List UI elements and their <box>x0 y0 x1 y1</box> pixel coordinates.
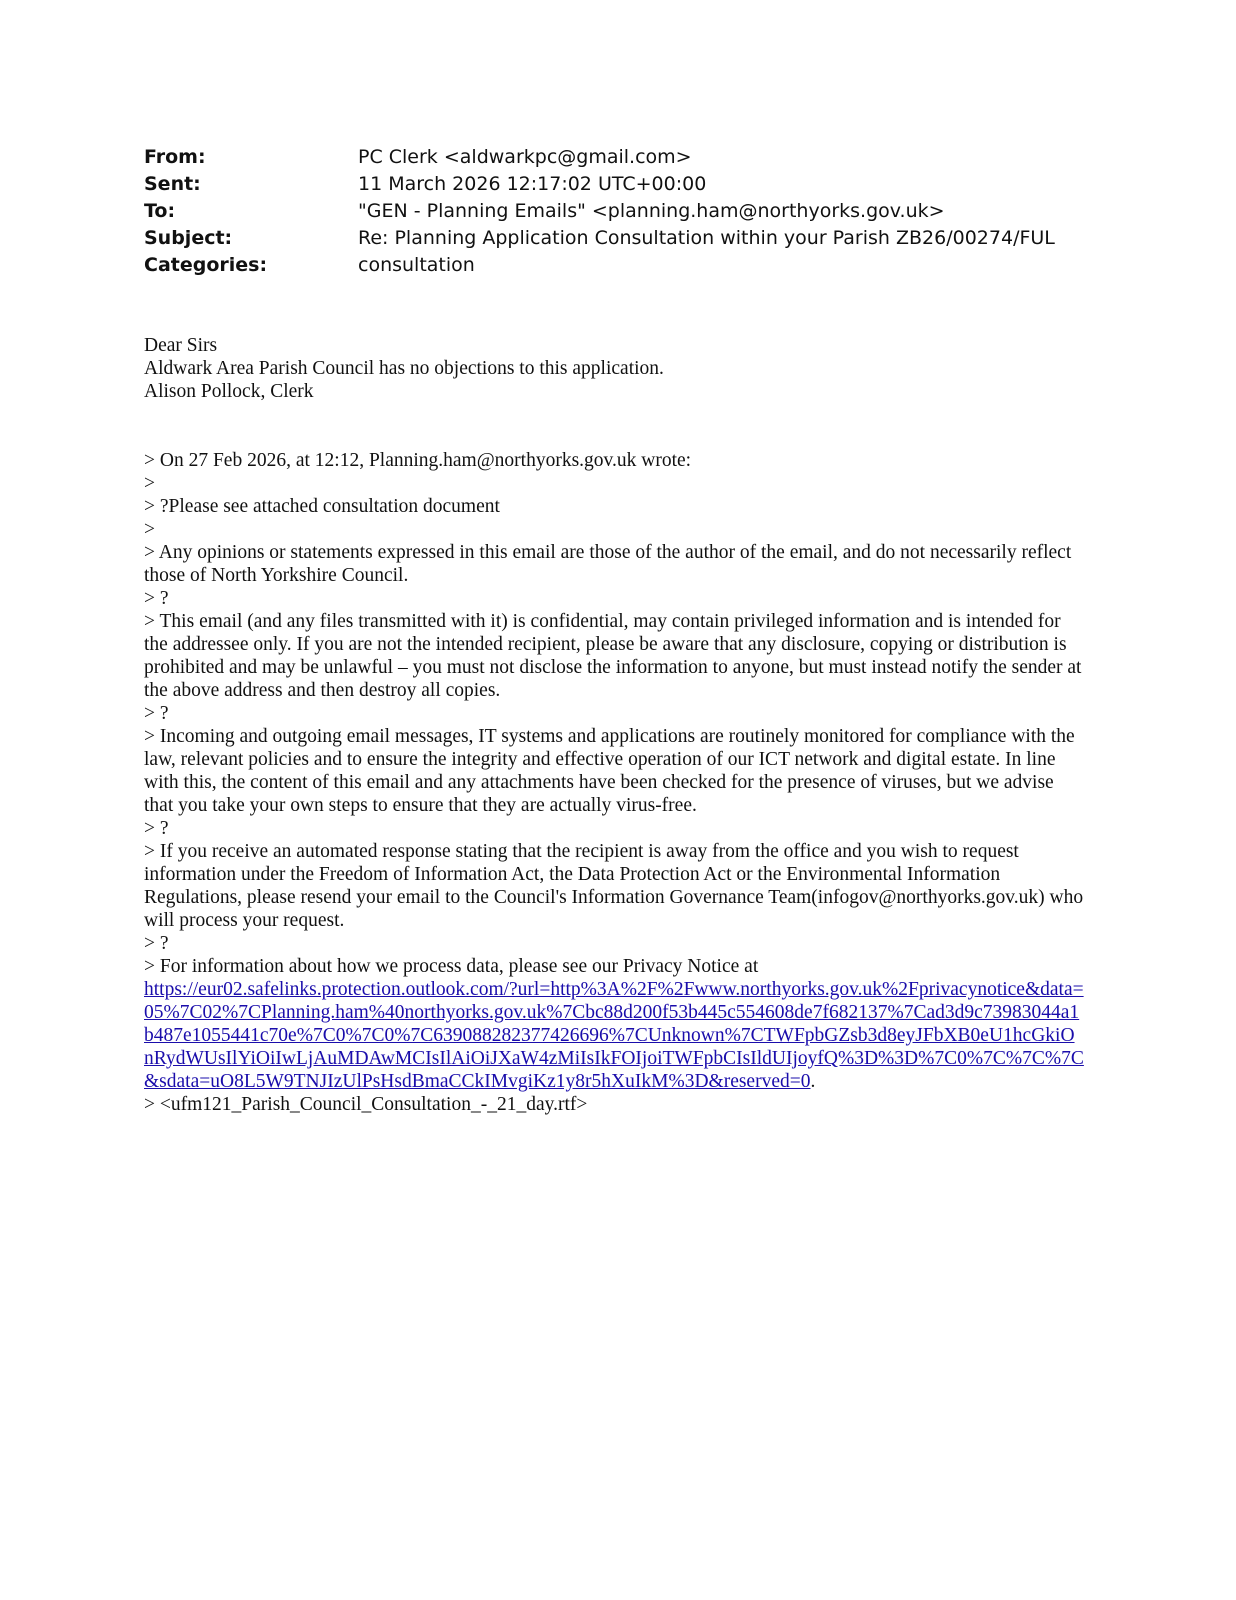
from-row <box>144 144 1104 171</box>
quote-marker: > <box>144 519 155 540</box>
privacy-link-paragraph <box>144 978 1084 1093</box>
quote-monitoring: > Incoming and outgoing email messages, IT systems and applications are routinely monitored for compliance with the law, relevant policies and to ensure the integrity and effective operation of our ICT network and digital estate. In line with this, the content of this email and any attachments have been checked for the presence of viruses, but we advise that you take your own steps to ensure that they are actually virus-free. <box>144 726 1075 816</box>
quote-attachment: > <ufm121_Parish_Council_Consultation_-_21_day.rtf> <box>144 1094 588 1115</box>
categories-row <box>144 252 1104 279</box>
subject-row <box>144 225 1104 252</box>
email-header <box>144 144 1104 279</box>
privacy-period: . <box>810 1071 816 1092</box>
message-body <box>144 334 1084 403</box>
sent-row <box>144 171 1104 198</box>
subject-label: Subject: <box>144 227 233 249</box>
quote-confidential: > This email (and any files transmitted with it) is confidential, may contain privileged information and is intended for the addressee only. If you are not the intended recipient, please be aware that any disclosure, copying or distribution is prohibited and may be unlawful – you must not disclose the information to anyone, but must instead notify the sender at the above address and then destroy all copies. <box>144 611 1082 701</box>
quote-marker: > ? <box>144 703 169 724</box>
quoted-message <box>144 449 1084 1116</box>
greeting: Dear Sirs <box>144 335 218 356</box>
privacy-notice-link[interactable]: https://eur02.safelinks.protection.outlook.com/?url=http%3A%2F%2Fwww.northyorks.gov.uk%2Fprivacynotice&data=05%7C02%7CPlanning.ham%40northyorks.gov.uk%7Cbc88d200f53b445c554608de7f682137%7Cad3d9c73983044a1b487e1055441c70e%7C0%7C0%7C639088282377426696%7CUnknown%7CTWFpbGZsb3d8eyJFbXB0eU1hcGkiOnRydWUsIlYiOiIwLjAuMDAwMCIsIlAiOiJXaW4zMiIsIkFOIjoiTWFpbCIsIldUIjoyfQ%3D%3D%7C0%7C%7C%7C&sdata=uO8L5W9TNJIzUlPsHsdBmaCCkIMvgiKz1y8r5hXuIkM%3D&reserved=0 <box>144 979 1084 1092</box>
to-label: To: <box>144 200 176 222</box>
categories-value: consultation <box>358 254 475 276</box>
quote-marker: > <box>144 473 155 494</box>
categories-label: Categories: <box>144 254 268 276</box>
quote-marker: > ? <box>144 818 169 839</box>
to-row <box>144 198 1104 225</box>
sent-label: Sent: <box>144 173 201 195</box>
quote-marker: > ? <box>144 588 169 609</box>
quote-privacy-intro: > For information about how we process data, please see our Privacy Notice at <box>144 956 759 977</box>
to-value: "GEN - Planning Emails" <planning.ham@northyorks.gov.uk> <box>358 200 945 222</box>
quote-opinions: > Any opinions or statements expressed in this email are those of the author of the email, and do not necessarily reflect those of North Yorkshire Council. <box>144 542 1072 586</box>
quote-foi: > If you receive an automated response stating that the recipient is away from the office and you wish to request information under the Freedom of Information Act, the Data Protection Act or the Environmental Information Regulations, please resend your email to the Council's Information Governance Team(infogov@northyorks.gov.uk) who will process your request. <box>144 841 1084 931</box>
quote-attached-line: > ?Please see attached consultation document <box>144 496 500 517</box>
quote-marker: > ? <box>144 933 169 954</box>
sent-value: 11 March 2026 12:17:02 UTC+00:00 <box>358 173 707 195</box>
quote-intro: > On 27 Feb 2026, at 12:12, Planning.ham@northyorks.gov.uk wrote: <box>144 450 692 471</box>
signature: Alison Pollock, Clerk <box>144 381 314 402</box>
from-label: From: <box>144 146 206 168</box>
statement: Aldwark Area Parish Council has no objections to this application. <box>144 358 664 379</box>
from-value: PC Clerk <aldwarkpc@gmail.com> <box>358 146 692 168</box>
subject-value: Re: Planning Application Consultation within your Parish ZB26/00274/FUL <box>358 227 1055 249</box>
